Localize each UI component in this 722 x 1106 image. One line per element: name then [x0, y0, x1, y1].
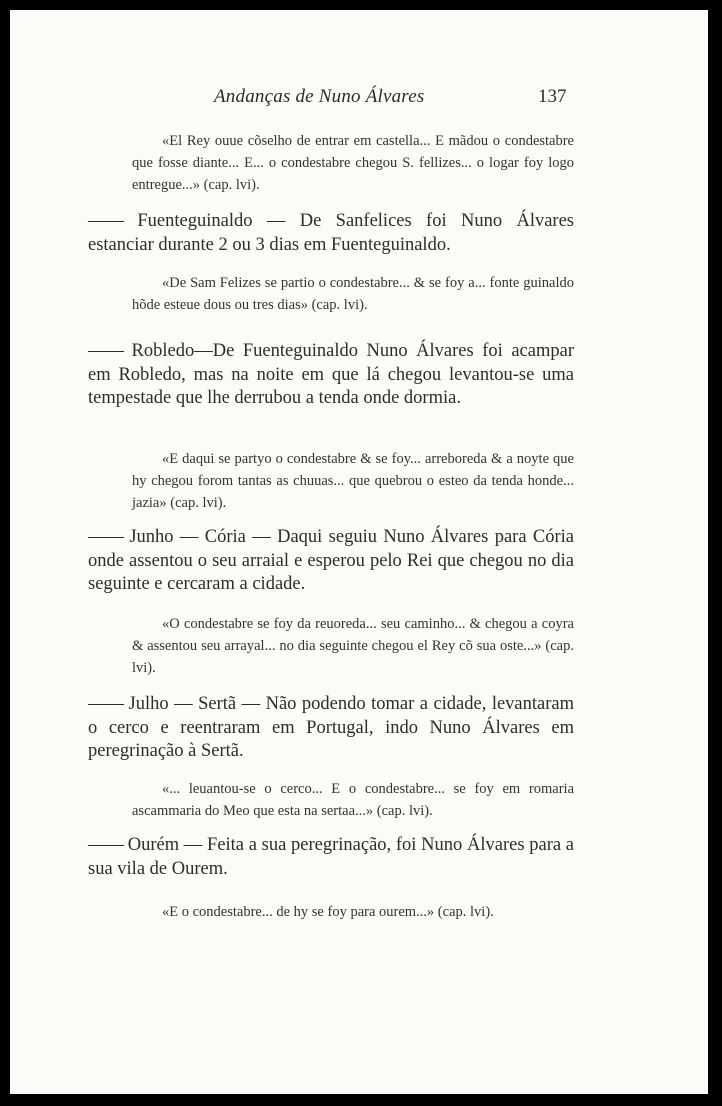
- entry-place: Julho — Sertã —: [128, 694, 266, 714]
- itinerary-entry: [88, 526, 574, 597]
- entry-dash: ——: [88, 211, 123, 231]
- entry-dash: ——: [88, 341, 123, 361]
- itinerary-entry: [88, 210, 574, 257]
- entry-place: Ourém —: [127, 835, 208, 855]
- entry-dash: ——: [88, 694, 123, 714]
- entry-text: Daqui seguiu Nuno Álvares para Cória onde assentou o seu arraial e esperou pelo Rei que chegou no dia seguinte e cercaram a cidade.: [88, 527, 574, 594]
- quote-text: «De Sam Felizes se partio o condestabre... & se foy a... fonte guinaldo hõde esteue dous ou tres dias» (cap. lvi).: [132, 275, 574, 313]
- quote-text: «E daqui se partyo o condestabre & se foy... arreboreda & a noyte que hy chegou forom tantas as chuuas... que quebrou o esteo da tenda honde... jazia» (cap. lvi).: [132, 451, 574, 511]
- entry-place: Fuenteguinaldo —: [137, 211, 300, 231]
- quote-block: [132, 613, 574, 679]
- entry-text: Não podendo tomar a cidade, levantaram o cerco e reentraram em Portugal, indo Nuno Álvares em peregrinação à Sertã.: [88, 694, 575, 761]
- quote-block: [132, 130, 574, 196]
- entry-text: Feita a sua peregrinação, foi Nuno Álvares para a sua vila de Ourem.: [88, 835, 575, 879]
- quote-block: [132, 778, 574, 822]
- itinerary-entry: [88, 340, 574, 411]
- itinerary-entry: [88, 693, 574, 764]
- page-number: 137: [538, 86, 567, 107]
- quote-text: «... leuantou-se o cerco... E o condestabre... se foy em romaria ascammaria do Meo que esta na sertaa...» (cap. lvi).: [132, 781, 574, 819]
- book-page: [10, 10, 708, 1094]
- entry-place: Robledo—: [131, 341, 213, 361]
- quote-text: «E o condestabre... de hy se foy para ourem...» (cap. lvi).: [162, 904, 494, 920]
- page-header: [10, 86, 708, 116]
- quote-block: [132, 448, 574, 514]
- entry-dash: ——: [88, 527, 123, 547]
- running-title: Andanças de Nuno Álvares: [214, 86, 425, 107]
- quote-text: «El Rey ouue cõselho de entrar em castella... E mãdou o condestabre que fosse diante... E... o condestabre chegou S. fellizes... o logar foy logo entregue...» (cap. lvi).: [132, 133, 574, 193]
- quote-block: [132, 272, 574, 316]
- quote-block: [132, 901, 574, 923]
- itinerary-entry: [88, 834, 574, 881]
- entry-text: De Fuenteguinaldo Nuno Álvares foi acampar em Robledo, mas na noite em que lá chegou levantou-se uma tempestade que lhe derrubou a tenda onde dormia.: [88, 341, 574, 408]
- entry-place: Junho — Cória —: [129, 527, 278, 547]
- quote-text: «O condestabre se foy da reuoreda... seu caminho... & chegou a coyra & assentou seu arrayal... no dia seguinte chegou el Rey cõ sua oste...» (cap. lvi).: [132, 616, 574, 676]
- entry-dash: ——: [88, 835, 123, 855]
- entry-text: De Sanfelices foi Nuno Álvares estanciar durante 2 ou 3 dias em Fuenteguinaldo.: [88, 211, 574, 255]
